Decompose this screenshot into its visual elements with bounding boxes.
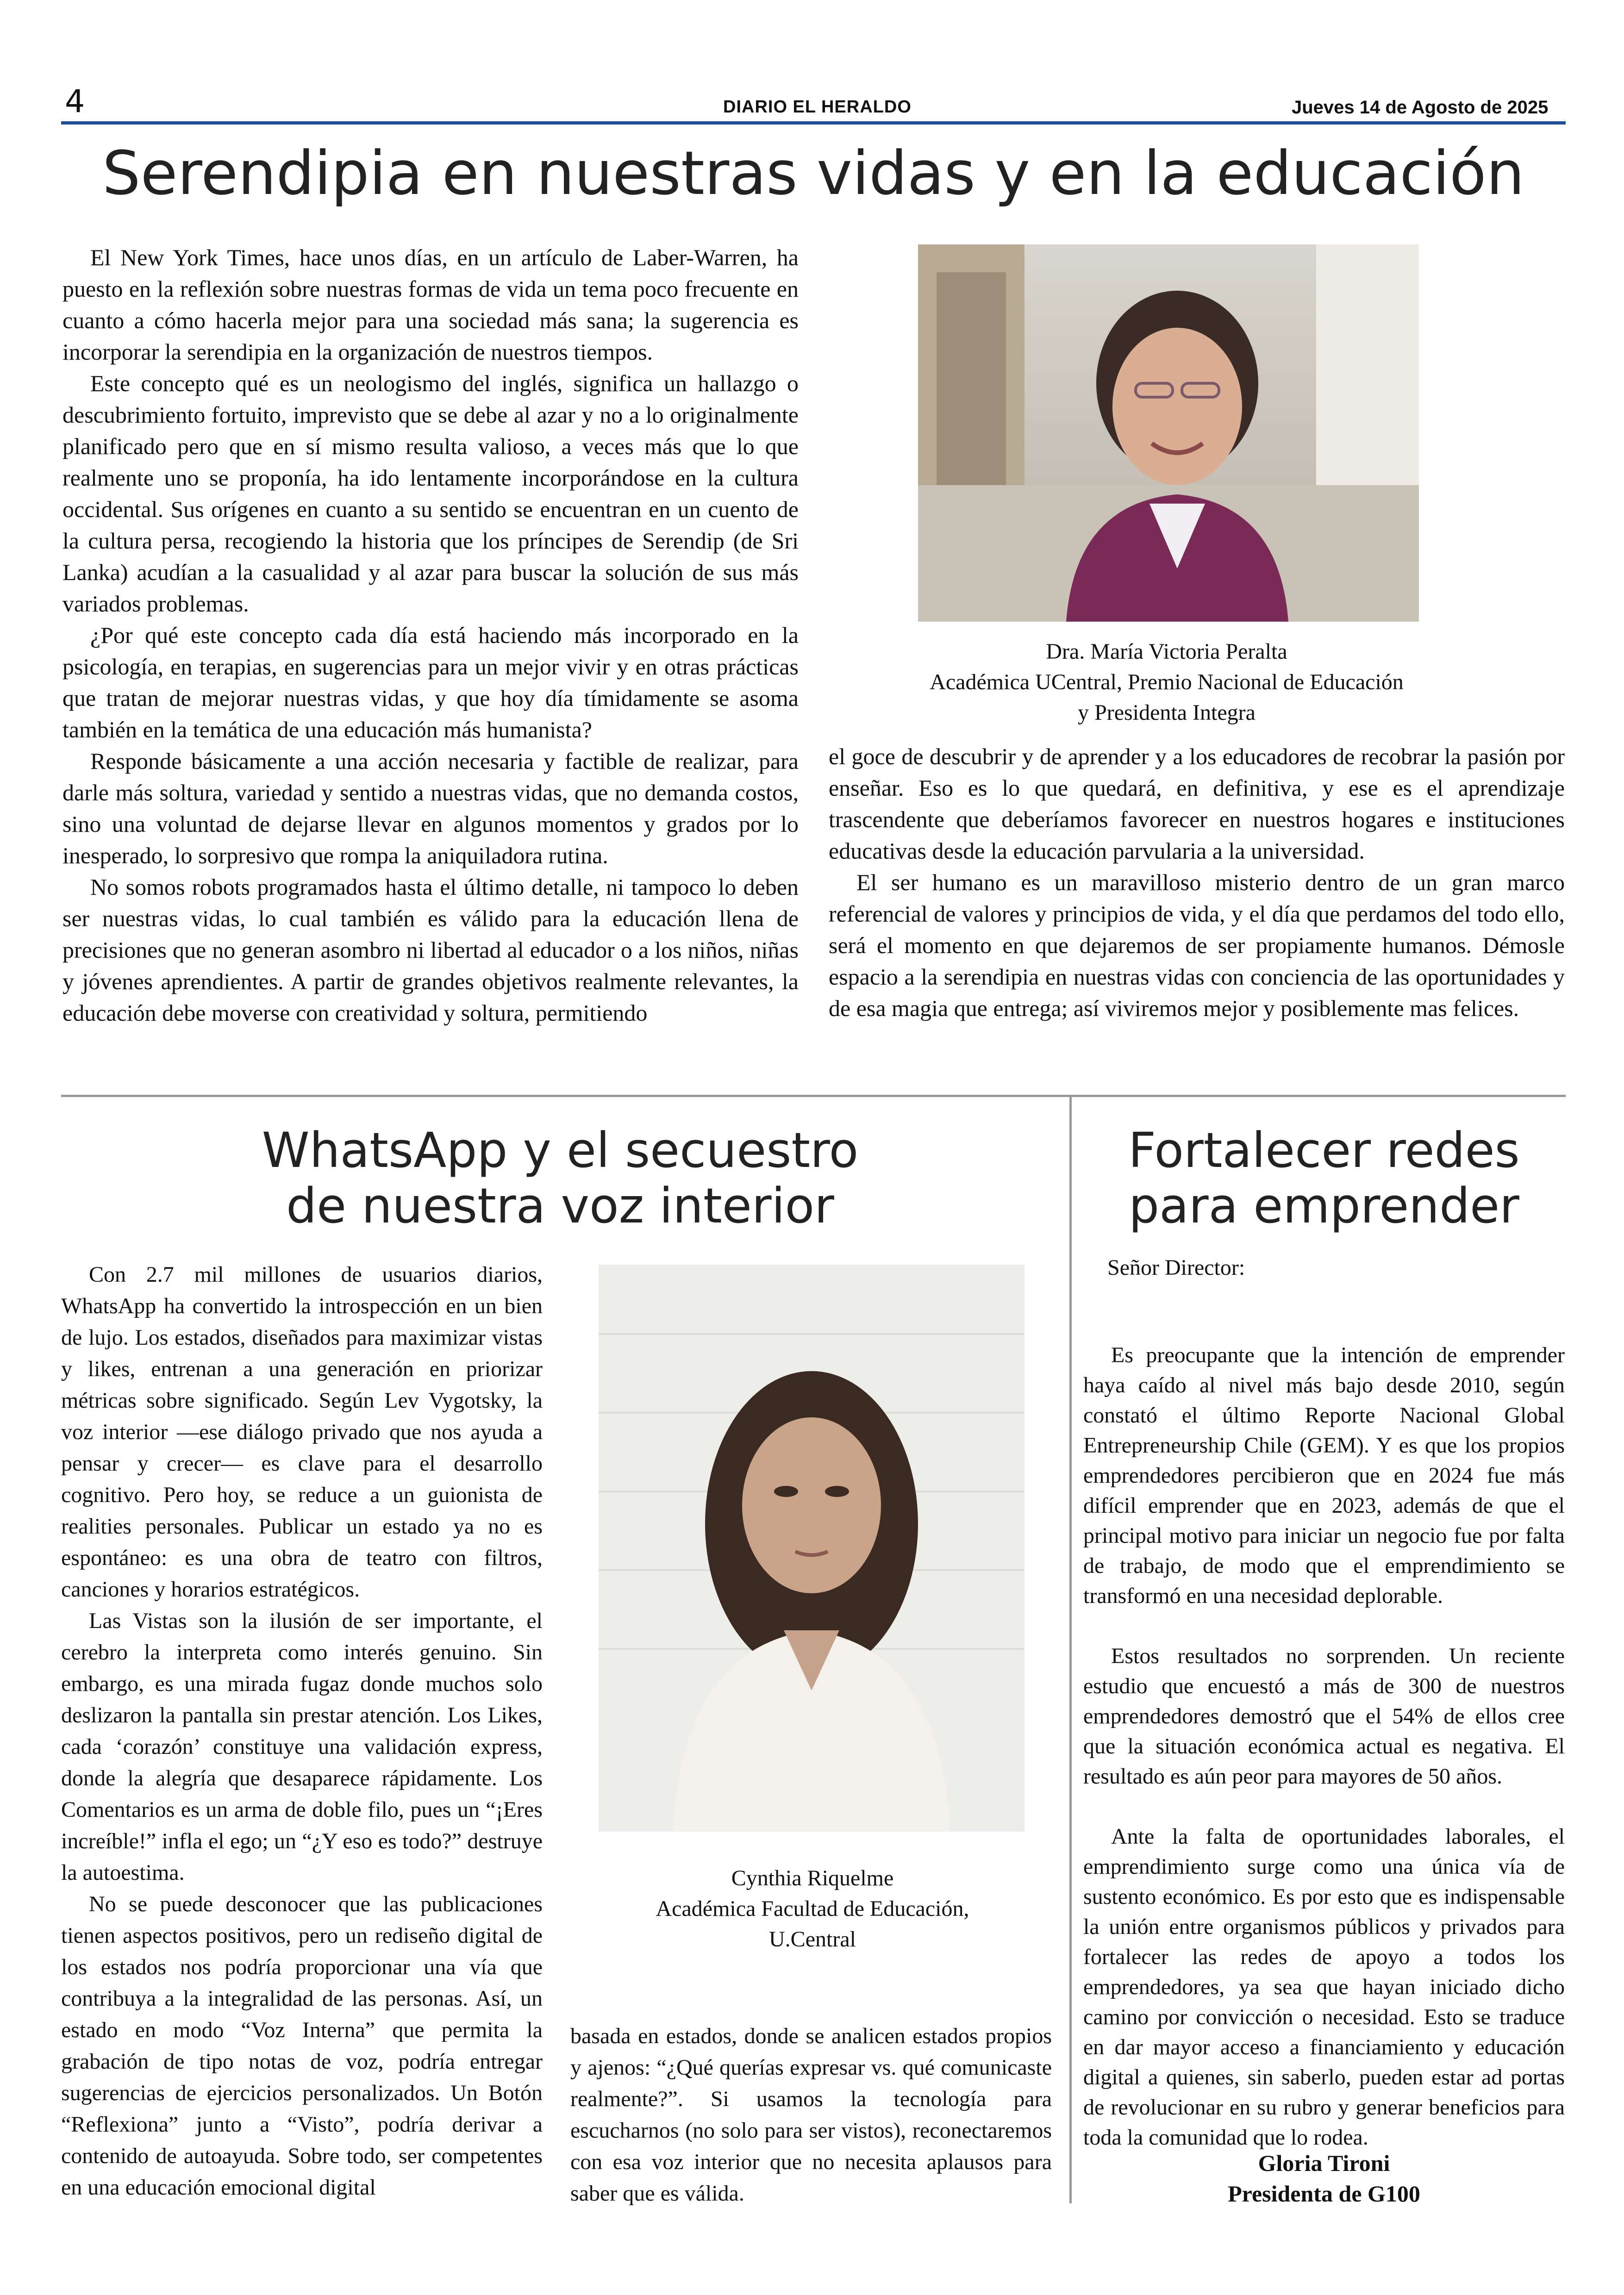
article3-body <box>1083 1340 1565 2152</box>
article2-title-line: de nuestra voz interior <box>286 1178 834 1234</box>
article2-column1 <box>61 1259 543 2203</box>
column-divider <box>1069 1097 1072 2203</box>
issue-date: Jueves 14 de Agosto de 2025 <box>1292 97 1549 118</box>
signature-role: Presidenta de G100 <box>1228 2181 1420 2207</box>
article1-column1 <box>62 242 799 1029</box>
article1-paragraph: Este concepto qué es un neologismo del inglés, significa un hallazgo o descubrimiento fortuito, imprevisto que se debe al azar y no a lo originalmente planificado pero que en sí mismo resulta valioso, a veces más que lo que realmente uno se proponía, ha ido lentamente incorporándose en la cultura occidental. Sus orígenes en cuanto a su sentido se encuentran en un cuento de la cultura persa, recogiendo la historia que los príncipes de Serendip (de Sri Lanka) acudían a la casualidad y al azar para buscar la solución de sus más variados problemas. <box>62 370 799 617</box>
article3-salutation <box>1107 1252 1524 1284</box>
article2-paragraph: basada en estados, donde se analicen estados propios y ajenos: “¿Qué querías expresar vs. qué comunicaste realmente?”. Si usamos la tecnología para escucharnos (no solo para ser vistos), reconectaremos con esa voz interior que no necesita aplausos para saber que es válida. <box>570 2024 1052 2206</box>
letter-signature <box>1083 2148 1565 2209</box>
caption-name: Dra. María Victoria Peralta <box>1046 639 1287 664</box>
portrait-cynthia-riquelme <box>599 1265 1024 1832</box>
article2-photo-caption <box>569 1863 1056 1955</box>
article3-paragraph: Estos resultados no sorprenden. Un reciente estudio que encuestó a más de 300 de nuestros emprendedores demostró que el 54% de ellos cree que la situación económica actual es negativa. El resultado es aún peor para mayores de 50 años. <box>1083 1644 1565 1789</box>
signature-name: Gloria Tironi <box>1258 2150 1390 2176</box>
article3-paragraph: Es preocupante que la intención de emprender haya caído al nivel más bajo desde 2010, según constató el último Reporte Nacional Global Entrepreneurship Chile (GEM). Y es que los propios emprendedores percibieron que en 2024 fue más difícil emprender que en 2023, además de que el principal motivo para iniciar un negocio fue por falta de trabajo, de modo que el emprendimiento se transformó en una necesidad deplorable. <box>1083 1343 1565 1608</box>
article1-column2 <box>829 741 1565 1024</box>
portrait-maria-victoria-peralta <box>918 244 1419 622</box>
article3-title-line: para emprender <box>1129 1178 1519 1234</box>
article1-paragraph: No somos robots programados hasta el último detalle, ni tampoco lo deben ser nuestras vidas, lo cual también es válido para la educación llena de precisiones que no generan asombro ni libertad al educador o a los niños, niñas y jóvenes aprendientes. A partir de grandes objetivos realmente relevantes, la educación debe moverse con creatividad y soltura, permitiendo <box>62 874 799 1026</box>
article3-title <box>1083 1123 1565 1234</box>
article3-paragraph: Ante la falta de oportunidades laborales, el emprendimiento surge como una única vía de sustento económico. Es por esto que es indispensable la unión entre organismos públicos y privados para fortalecer las redes de apoyo a todos los emprendedores, ya sea que hayan iniciado dicho camino por convicción o necesidad. Esto se traduce en dar mayor acceso a financiamiento y educación digital a quienes, sin saberlo, pueden estar ad portas de revolucionar en su rubro y generar beneficios para toda la comunidad que lo rodea. <box>1083 1824 1565 2150</box>
newspaper-name: DIARIO EL HERALDO <box>723 97 912 117</box>
article3-title-line: Fortalecer redes <box>1128 1122 1520 1179</box>
header-rule <box>61 121 1566 125</box>
caption-name: Cynthia Riquelme <box>731 1866 894 1890</box>
salutation: Señor Director: <box>1107 1255 1245 1280</box>
article2-paragraph: Las Vistas son la ilusión de ser importante, el cerebro la interpreta como interés genuino. Sin embargo, es una mirada fugaz donde muchos solo deslizaron la pantalla sin prestar atención. Los Likes, cada ‘corazón’ constituye una validación express, donde la alegría que desaparece rápidamente. Los Comentarios es un arma de doble filo, pues un “¡Eres increíble!” infla el ego; un “¿Y eso es todo?” destruye la autoestima. <box>61 1609 543 1885</box>
caption-title: Académica Facultad de Educación, <box>656 1896 969 1921</box>
article1-paragraph: Responde básicamente a una acción necesaria y factible de realizar, para darle más soltura, variedad y sentido a nuestras vidas, que no demanda costos, sino una voluntad de dejarse llevar en algunos momentos y grados por lo inesperado, lo sorpresivo que rompa la aniquiladora rutina. <box>62 748 799 868</box>
article2-title-line: WhatsApp y el secuestro <box>262 1122 859 1179</box>
article1-paragraph: El New York Times, hace unos días, en un artículo de Laber-Warren, ha puesto en la reflexión sobre nuestras formas de vida un tema poco frecuente en cuanto a cómo hacerla mejor para una sociedad más sana; la sugerencia es incorporar la serendipia en la organización de nuestros tiempos. <box>62 244 799 365</box>
caption-title: y Presidenta Integra <box>1078 700 1255 725</box>
article1-paragraph: El ser humano es un maravilloso misterio dentro de un gran marco referencial de valores y principios de vida, y el día que perdamos del todo ello, será el momento en que dejaremos de ser propiamente humanos. Démosle espacio a la serendipia en nuestras vidas con conciencia de las oportunidades y de esa magia que entrega; así viviremos mejor y posiblemente mas felices. <box>829 869 1565 1021</box>
article2-paragraph: No se puede desconocer que las publicaciones tienen aspectos positivos, pero un rediseño digital de los estados nos podría proporcionar una vía que contribuya a la integralidad de las personas. Así, un estado en modo “Voz Interna” que permita la grabación de tipo notas de voz, podría entregar sugerencias de ejercicios personalizados. Un Botón “Reflexiona” junto a “Visto”, podría derivar a contenido de autoayuda. Sobre todo, ser competentes en una educación emocional digital <box>61 1892 543 2200</box>
article1-photo-caption <box>829 636 1505 728</box>
article1-title: Serendipia en nuestras vidas y en la educación <box>102 138 1524 208</box>
article2-title <box>62 1123 1058 1234</box>
caption-title: U.Central <box>769 1927 856 1952</box>
portrait-image <box>599 1265 1024 1832</box>
page-number: 4 <box>65 83 85 120</box>
caption-title: Académica UCentral, Premio Nacional de Educación <box>930 670 1404 694</box>
article2-paragraph: Con 2.7 mil millones de usuarios diarios, WhatsApp ha convertido la introspección en un bien de lujo. Los estados, diseñados para maximizar vistas y likes, entrenan a una generación en priorizar métricas sobre significado. Según Lev Vygotsky, la voz interior —ese diálogo privado que nos ayuda a pensar y crecer— es clave para el desarrollo cognitivo. Pero hoy, se reduce a un guionista de realities personales. Publicar un estado ya no es espontáneo: es una obra de teatro con filtros, canciones y horarios estratégicos. <box>61 1262 543 1602</box>
section-divider <box>61 1095 1566 1097</box>
article1-paragraph: ¿Por qué este concepto cada día está haciendo más incorporado en la psicología, en terapias, en sugerencias para un mejor vivir y en otras prácticas que tratan de mejorar nuestras vidas, y que hoy día tímidamente se asoma también en la temática de una educación más humanista? <box>62 622 799 742</box>
article2-column2 <box>570 2021 1052 2209</box>
portrait-image <box>918 244 1419 622</box>
article1-paragraph: el goce de descubrir y de aprender y a los educadores de recobrar la pasión por enseñar. Eso es lo que quedará, en definitiva, y ese es el aprendizaje trascendente que deberíamos favorecer en nuestros hogares e instituciones educativas desde la educación parvularia a la universidad. <box>829 743 1565 864</box>
